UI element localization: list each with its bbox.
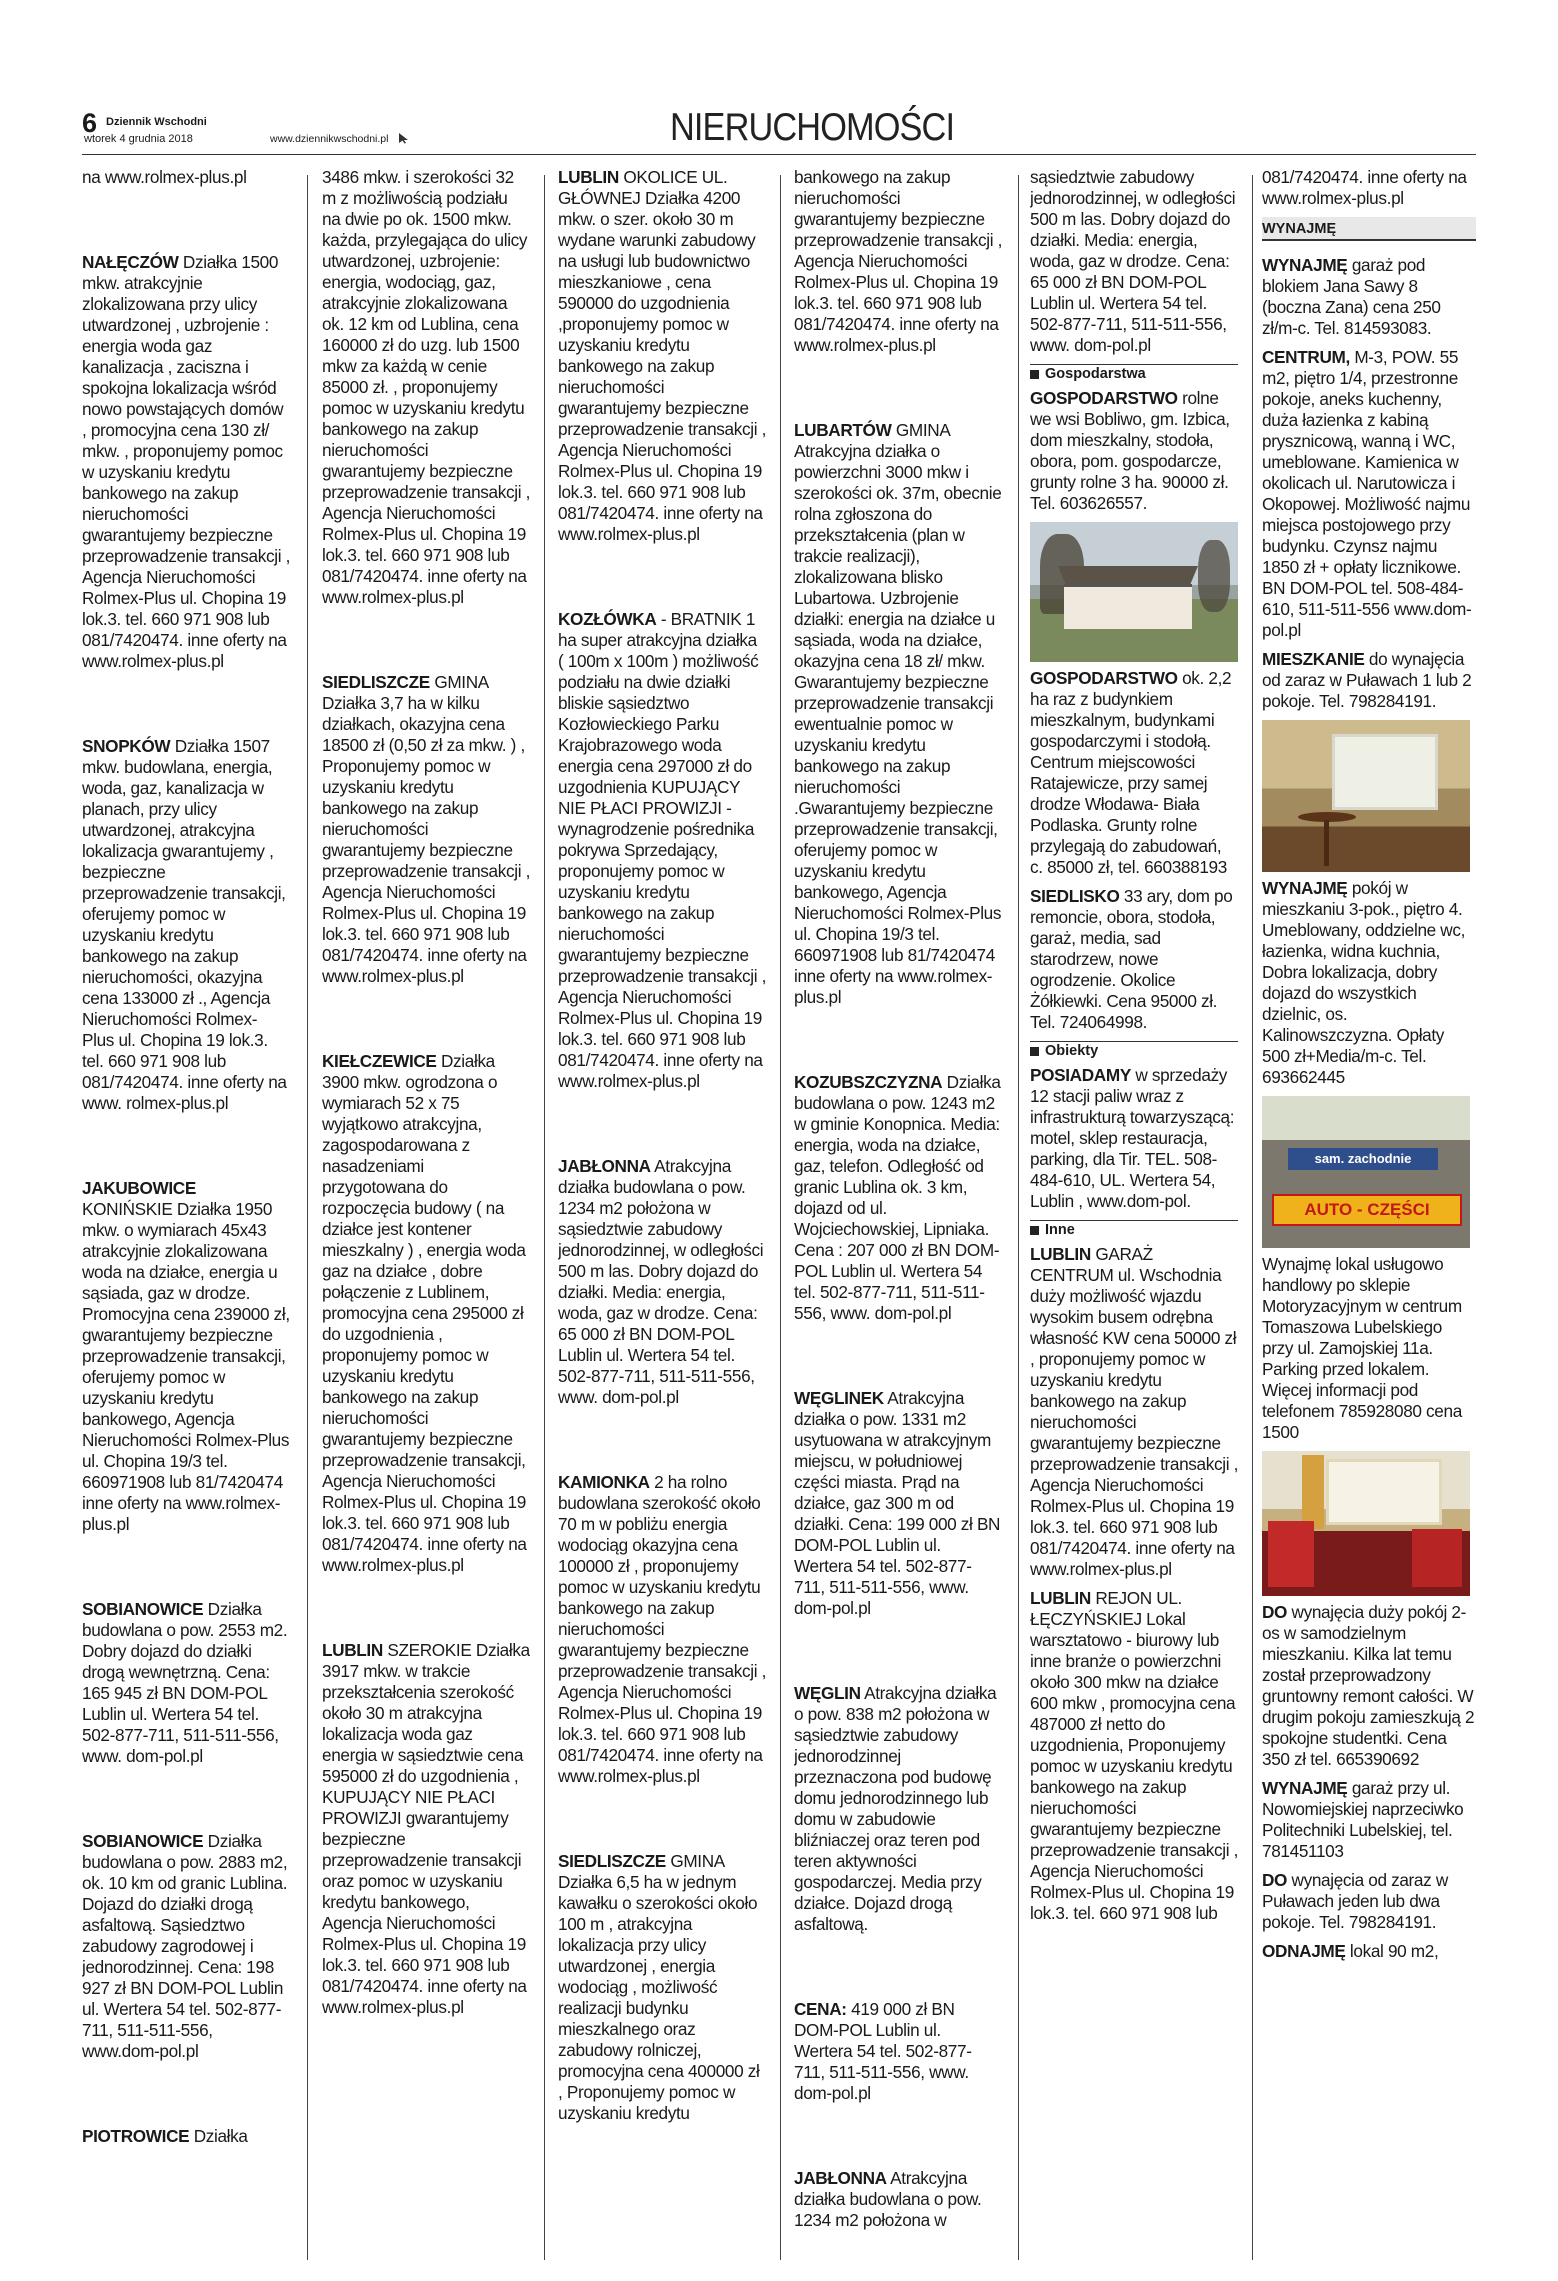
ad-text: SZEROKIE Działka 3917 mkw. w trakcie przekształcenia szerokość około 30 m atrakcyjna lokalizacja woda gaz energia w sąsiedztwie cena 595000 zł do uzgodnienia , KUPUJĄCY NIE PŁACI PROWIZJI gwarantujemy bezpieczne przeprowadzenie transakcji oraz pomoc w uzyskaniu kredytu bankowego, Agencja Nieruchomości Rolmex-Plus ul. Chopina 19 lok.3. tel. 660 971 908 lub 081/7420474. inne oferty na www.rolmex-plus.pl bbox=[322, 1640, 530, 2017]
ad-heading: GOSPODARSTWO bbox=[1030, 668, 1178, 688]
classified-ad bbox=[322, 672, 530, 987]
ad-text: wynajęcia od zaraz w Puławach jeden lub dwa pokoje. Tel. 798284191. bbox=[1262, 1870, 1448, 1932]
room-photo bbox=[1262, 720, 1470, 872]
ad-heading: SIEDLISZCZE bbox=[322, 672, 430, 692]
classified-ad bbox=[794, 1072, 1002, 1324]
classified-ad bbox=[1262, 347, 1476, 641]
ad-text: 2 ha rolno budowlana szerokość około 70 m w pobliżu energia wodociąg okazyjna cena 100000 zł , proponujemy pomoc w uzyskaniu kredytu bankowego na zakup nieruchomości gwarantujemy bezpieczne przeprowadzenie transakcji , Agencja Nieruchomości Rolmex-Plus ul. Chopina 19 lok.3. tel. 660 971 908 lub 081/7420474. inne oferty na www.rolmex-plus.pl bbox=[558, 1472, 766, 1786]
ad-heading: CENTRUM, bbox=[1262, 347, 1350, 367]
cursor-arrow-icon bbox=[398, 132, 410, 144]
ad-heading: KOZŁÓWKA bbox=[558, 609, 657, 629]
classified-ad bbox=[558, 1156, 766, 1408]
ad-text: Działka budowlana o pow. 1243 m2 w gminie Konopnica. Media: energia, woda na działce, gaz, telefon. Odległość od granic Lublina ok. 3 km, dojazd od ul. Wojciechowskiej, Lipniaka. Cena : 207 000 zł BN DOM-POL Lublin ul. Wertera 54 tel. 502-877-711, 511-511-556, www. dom-pol.pl bbox=[794, 1072, 1001, 1323]
classified-ad bbox=[82, 167, 290, 188]
classified-ad bbox=[82, 1178, 290, 1535]
category-inne: Inne bbox=[1030, 1220, 1238, 1238]
ad-heading: GOSPODARSTWO bbox=[1030, 388, 1178, 408]
ad-text: Atrakcyjna działka budowlana o pow. 1234 m2 położona w sąsiedztwie zabudowy jednorodzinnej, w odległości 500 m las. Dobry dojazd do działki. Media: energia, woda, gaz w drodze. Cena: 65 000 zł BN DOM-POL Lublin ul. Wertera 54 tel. 502-877-711, 511-511-556, www. dom-pol.pl bbox=[558, 1156, 764, 1407]
ad-text: garaż pod blokiem Jana Sawy 8 (boczna Zana) cena 250 zł/m-c. Tel. 814593083. bbox=[1262, 255, 1441, 338]
publication-name: Dziennik Wschodni bbox=[106, 116, 207, 128]
classified-ad bbox=[558, 167, 766, 545]
classified-ad bbox=[794, 2168, 1002, 2231]
classified-ad bbox=[1030, 668, 1238, 878]
ad-text: Działka budowlana o pow. 2553 m2. Dobry dojazd do działki drogą wewnętrzną. Cena: 165 945 zł BN DOM-POL Lublin ul. Wertera 54 tel. 502-877-711, 511-511-556, www. dom-pol.pl bbox=[82, 1599, 288, 1766]
category-wynajme: WYNAJMĘ bbox=[1262, 217, 1476, 241]
column-3 bbox=[558, 167, 766, 2260]
square-bullet-icon bbox=[1030, 1226, 1039, 1235]
classified-ad bbox=[794, 1683, 1002, 1935]
column-divider bbox=[780, 175, 781, 2260]
column-divider bbox=[307, 175, 308, 2260]
ad-text: OKOLICE UL. GŁÓWNEJ Działka 4200 mkw. o szer. około 30 m wydane warunki zabudowy na usługi lub budownictwo mieszkaniowe , cena 590000 do uzgodnienia ,proponujemy pomoc w uzyskaniu kredytu bankowego na zakup nieruchomości gwarantujemy bezpieczne przeprowadzenie transakcji , Agencja Nieruchomości Rolmex-Plus ul. Chopina 19 lok.3. tel. 660 971 908 lub 081/7420474. inne oferty na www.rolmex-plus.pl bbox=[558, 167, 766, 544]
ad-text: bankowego na zakup nieruchomości gwarantujemy bezpieczne przeprowadzenie transakcji , Agencja Nieruchomości Rolmex-Plus ul. Chopina 19 lok.3. tel. 660 971 908 lub 081/7420474. inne oferty na www.rolmex-plus.pl bbox=[794, 167, 1002, 355]
classified-ad bbox=[794, 1999, 1002, 2104]
category-obiekty: Obiekty bbox=[1030, 1041, 1238, 1059]
classified-ad bbox=[1030, 1588, 1238, 1924]
page-number: 6 bbox=[82, 108, 98, 138]
ad-text: Działka 1500 mkw. atrakcyjnie zlokalizowana przy ulicy utwardzonej , uzbrojenie : energia woda gaz kanalizacja , zaciszna i spokojna lokalizacja wśród nowo powstających domów , promocyjna cena 130 zł/ mkw. , proponujemy pomoc w uzyskaniu kredytu bankowego na zakup nieruchomości gwarantujemy bezpieczne przeprowadzenie transakcji , Agencja Nieruchomości Rolmex-Plus ul. Chopina 19 lok.3. tel. 660 971 908 lub 081/7420474. inne oferty na www.rolmex-plus.pl bbox=[82, 252, 290, 671]
classified-ad bbox=[1262, 649, 1476, 712]
classified-ad bbox=[794, 420, 1002, 1008]
ad-text: 3486 mkw. i szerokości 32 m z możliwością podziału na dwie po ok. 1500 mkw. każda, przylegająca do ulicy utwardzonej, uzbrojenie: energia, wodociąg, gaz, atrakcyjnie zlokalizowana ok. 12 km od Lublina, cena 160000 zł do uzg. lub 1500 mkw za każdą w cenie 85000 zł. , proponujemy pomoc w uzyskaniu kredytu bankowego na zakup nieruchomości gwarantujemy bezpieczne przeprowadzenie transakcji , Agencja Nieruchomości Rolmex-Plus ul. Chopina 19 lok.3. tel. 660 971 908 lub 081/7420474. inne oferty na www.rolmex-plus.pl bbox=[322, 167, 530, 607]
column-divider bbox=[544, 175, 545, 2260]
classified-ad bbox=[558, 1472, 766, 1787]
ad-heading: WĘGLINEK bbox=[794, 1388, 884, 1408]
ad-text: GMINA Działka 6,5 ha w jednym kawałku o szerokości około 100 m , atrakcyjna lokalizacja przy ulicy utwardzonej , energia wodociąg , możliwość realizacji budynku mieszkalnego oraz zabudowy rolniczej, promocyjna cena 400000 zł , Proponujemy pomoc w uzyskaniu kredytu bbox=[558, 1851, 760, 2123]
ad-heading: LUBLIN bbox=[1030, 1244, 1091, 1264]
ad-heading: SOBIANOWICE bbox=[82, 1831, 204, 1851]
ad-text: GARAŻ CENTRUM ul. Wschodnia duży możliwość wjazdu wysokim busem odrębna własność KW cena 50000 zł , proponujemy pomoc w uzyskaniu kredytu bankowego na zakup nieruchomości gwarantujemy bezpieczne przeprowadzenie transakcji , Agencja Nieruchomości Rolmex-Plus ul. Chopina 19 lok.3. tel. 660 971 908 lub 081/7420474. inne oferty na www.rolmex-plus.pl bbox=[1030, 1244, 1238, 1579]
ad-text: ok. 2,2 ha raz z budynkiem mieszkalnym, budynkami gospodarczymi i stodołą. Centrum miejscowości Ratajewicze, przy samej drodze Włodawa- Biała Podlaska. Grunty rolne przylegają do zabudowań, c. 85000 zł, tel. 660388193 bbox=[1030, 668, 1232, 877]
classified-ad bbox=[1262, 878, 1476, 1088]
ad-text: 419 000 zł BN DOM-POL Lublin ul. Wertera 54 tel. 502-877-711, 511-511-556, www. dom-pol.pl bbox=[794, 1999, 972, 2103]
ad-heading: LUBLIN bbox=[1030, 1588, 1091, 1608]
ad-text: pokój w mieszkaniu 3-pok., piętro 4. Umeblowany, oddzielne wc, łazienka, widna kuchnia, Dobra lokalizacja, dobry dojazd do wszystkich dzielnic, os. Kalinowszczyzna. Opłaty 500 zł+Media/m-c. Tel. 693662445 bbox=[1262, 878, 1466, 1087]
ad-heading: DO bbox=[1262, 1870, 1288, 1890]
column-2 bbox=[322, 167, 530, 2260]
column-5 bbox=[1030, 167, 1238, 2260]
classified-ad bbox=[82, 1831, 290, 2062]
ad-heading: JABŁONNA bbox=[794, 2168, 887, 2188]
classified-ad bbox=[82, 252, 290, 672]
ad-text: w sprzedaży 12 stacji paliw wraz z infrastrukturą towarzyszącą: motel, sklep restauracja, parking, dla Tir. TEL. 508-484-610, UL. Wertera 54, Lublin , www.dom-pol. bbox=[1030, 1065, 1235, 1211]
column-divider bbox=[1252, 175, 1253, 2260]
classified-ad bbox=[1030, 167, 1238, 356]
ad-heading: KIEŁCZEWICE bbox=[322, 1051, 437, 1071]
classified-ad bbox=[1030, 1244, 1238, 1580]
ad-text: GMINA Atrakcyjna działka o powierzchni 3000 mkw i szerokości ok. 37m, obecnie rolna zgłoszona do przekształcenia (plan w trakcie realizacji), zlokalizowana blisko Lubartowa. Uzbrojenie działki: energia na działce u sąsiada, woda na działce, okazyjna cena 18 zł/ mkw. Gwarantujemy bezpieczne przeprowadzenie transakcji ewentualnie pomoc w uzyskaniu kredytu bankowego na zakup nieruchomości .Gwarantujemy bezpieczne przeprowadzenie transakcji, oferujemy pomoc w uzyskaniu kredytu bankowego, Agencja Nieruchomości Rolmex-Plus ul. Chopina 19/3 tel. 660971908 lub 81/7420474 inne oferty na www.rolmex-plus.pl bbox=[794, 420, 1002, 1007]
classified-ad bbox=[1262, 1602, 1476, 1770]
classified-ad bbox=[794, 167, 1002, 356]
square-bullet-icon bbox=[1030, 1047, 1039, 1056]
ad-heading: NAŁĘCZÓW bbox=[82, 252, 179, 272]
ad-heading: WYNAJMĘ bbox=[1262, 255, 1348, 275]
ad-heading: MIESZKANIE bbox=[1262, 649, 1365, 669]
ad-heading: CENA: bbox=[794, 1999, 847, 2019]
shop-sign-top: sam. zachodnie bbox=[1288, 1148, 1438, 1170]
ad-text: do wynajęcia od zaraz w Puławach 1 lub 2 pokoje. Tel. 798284191. bbox=[1262, 649, 1472, 711]
classified-ad bbox=[1030, 886, 1238, 1033]
ad-text: 081/7420474. inne oferty na www.rolmex-plus.pl bbox=[1262, 167, 1467, 208]
classified-ad bbox=[82, 2126, 290, 2147]
ad-text: rolne we wsi Bobliwo, gm. Izbica, dom mieszkalny, stodoła, obora, pom. gospodarcze, grunty rolne 3 ha. 90000 zł. Tel. 603626557. bbox=[1030, 388, 1230, 513]
classified-ad bbox=[558, 609, 766, 1092]
ad-text: Działka 3900 mkw. ogrodzona o wymiarach 52 x 75 wyjątkowo atrakcyjna, zagospodarowana z nasadzeniami przygotowana do rozpoczęcia budowy ( na działce jest kontener mieszkalny ) , energia woda gaz na działce , dobre połączenie z Lublinem, promocyjna cena 295000 zł do uzgodnienia , proponujemy pomoc w uzyskaniu kredytu bankowego na zakup nieruchomości gwarantujemy bezpieczne przeprowadzenie transakcji, Agencja Nieruchomości Rolmex-Plus ul. Chopina 19 lok.3. tel. 660 971 908 lub 081/7420474. inne oferty na www.rolmex-plus.pl bbox=[322, 1051, 527, 1575]
ad-heading: LUBLIN bbox=[558, 167, 619, 187]
ad-heading: LUBARTÓW bbox=[794, 420, 892, 440]
ad-text: 33 ary, dom po remoncie, obora, stodoła, garaż, media, sad starodrzew, nowe ogrodzenie. Okolice Żółkiewki. Cena 95000 zł. Tel. 724064998. bbox=[1030, 886, 1233, 1032]
ad-heading: WYNAJMĘ bbox=[1262, 1778, 1348, 1798]
ad-heading: DO bbox=[1262, 1602, 1288, 1622]
ad-heading: SIEDLISZCZE bbox=[558, 1851, 666, 1871]
ad-heading: WĘGLIN bbox=[794, 1683, 861, 1703]
classified-ad bbox=[82, 736, 290, 1114]
farm-photo bbox=[1030, 522, 1238, 662]
classified-ad bbox=[1262, 167, 1476, 209]
ad-text: Działka bbox=[189, 2126, 248, 2146]
ad-text: lokal 90 m2, bbox=[1345, 1941, 1439, 1961]
column-4 bbox=[794, 167, 1002, 2260]
ad-text: garaż przy ul. Nowomiejskiej naprzeciwko Politechniki Lubelskiej, tel. 781451103 bbox=[1262, 1778, 1464, 1861]
section-title: NIERUCHOMOŚCI bbox=[670, 106, 955, 149]
ad-heading: ODNAJMĘ bbox=[1262, 1941, 1346, 1961]
ad-text: wynajęcia duży pokój 2-os w samodzielnym mieszkaniu. Kilka lat temu został przeprowadzony gruntowny remont całości. W drugim pokoju zamieszkują 2 spokojne studentki. Cena 350 zł tel. 665390692 bbox=[1262, 1602, 1475, 1769]
ad-heading: SNOPKÓW bbox=[82, 736, 171, 756]
ad-heading: JAKUBOWICE bbox=[82, 1178, 196, 1198]
classified-ad bbox=[1030, 388, 1238, 514]
column-6 bbox=[1262, 167, 1476, 2260]
classified-ad bbox=[82, 1599, 290, 1767]
page-header bbox=[82, 106, 1476, 156]
ad-text: - BRATNIK 1 ha super atrakcyjna działka ( 100m x 100m ) możliwość podziału na dwie działki bliskie sąsiedztwo Kozłowieckiego Parku Krajobrazowego woda energia cena 297000 zł do uzgodnienia KUPUJĄCY NIE PŁACI PROWIZJI -wynagrodzenie pośrednika pokrywa Sprzedający, proponujemy pomoc w uzyskaniu kredytu bankowego na zakup nieruchomości gwarantujemy bezpieczne przeprowadzenie transakcji , Agencja Nieruchomości Rolmex-Plus ul. Chopina 19 lok.3. tel. 660 971 908 lub 081/7420474. inne oferty na www.rolmex-plus.pl bbox=[558, 609, 766, 1091]
publication-url[interactable]: www.dziennikwschodni.pl bbox=[270, 133, 389, 145]
ad-heading: POSIADAMY bbox=[1030, 1065, 1131, 1085]
ad-text: Atrakcyjna działka o pow. 838 m2 położona w sąsiedztwie zabudowy jednorodzinnej przeznaczona pod budowę domu jednorodzinnego lub domu w zabudowie bliźniaczej oraz teren pod teren aktywności gospodarczej. Media przy działce. Dojazd drogą asfaltową. bbox=[794, 1683, 997, 1934]
ad-heading: WYNAJMĘ bbox=[1262, 878, 1348, 898]
header-divider bbox=[82, 154, 1476, 155]
ad-text: sąsiedztwie zabudowy jednorodzinnej, w odległości 500 m las. Dobry dojazd do działki. Media: energia, woda, gaz w drodze. Cena: 65 000 zł BN DOM-POL Lublin ul. Wertera 54 tel. 502-877-711, 511-511-556, www. dom-pol.pl bbox=[1030, 167, 1236, 355]
ad-text: KONIŃSKIE Działka 1950 mkw. o wymiarach 45x43 atrakcyjnie zlokalizowana woda na działce, energia u sąsiada, gaz w drodze. Promocyjna cena 239000 zł, gwarantujemy bezpieczne przeprowadzenie transakcji, oferujemy pomoc w uzyskaniu kredytu bankowego, Agencja Nieruchomości Rolmex-Plus ul. Chopina 19/3 tel. 660971908 lub 81/7420474 inne oferty na www.rolmex-plus.pl bbox=[82, 1199, 290, 1534]
column-divider bbox=[1018, 175, 1019, 2260]
ad-text: Wynajmę lokal usługowo handlowy po sklepie Motoryzacyjnym w centrum Tomaszowa Lubelskiego przy ul. Zamojskiej 11a. Parking przed lokalem. Więcej informacji pod telefonem 785928080 cena 1500 bbox=[1262, 1254, 1462, 1442]
square-bullet-icon bbox=[1030, 370, 1039, 379]
ad-text: Działka budowlana o pow. 2883 m2, ok. 10 km od granic Lublina. Dojazd do działki drogą asfaltową. Sąsiedztwo zabudowy zagrodowej i jednorodzinnej. Cena: 198 927 zł BN DOM-POL Lublin ul. Wertera 54 tel. 502-877-711, 511-511-556, www.dom-pol.pl bbox=[82, 1831, 288, 2061]
classified-ad bbox=[794, 1388, 1002, 1619]
ad-heading: SIEDLISKO bbox=[1030, 886, 1120, 906]
ad-heading: PIOTROWICE bbox=[82, 2126, 190, 2146]
ad-text: Atrakcyjna działka budowlana o pow. 1234 m2 położona w bbox=[794, 2168, 982, 2230]
ad-text: na www.rolmex-plus.pl bbox=[82, 167, 247, 187]
classified-ad bbox=[322, 1051, 530, 1576]
classified-ad bbox=[1262, 1254, 1476, 1443]
shop-sign-main: AUTO - CZĘŚCI bbox=[1272, 1194, 1462, 1226]
classified-ad bbox=[1262, 1941, 1476, 1962]
ad-text: GMINA Działka 3,7 ha w kilku działkach, okazyjna cena 18500 zł (0,50 zł za mkw. ) , Proponujemy pomoc w uzyskaniu kredytu bankowego na zakup nieruchomości gwarantujemy bezpieczne przeprowadzenie transakcji , Agencja Nieruchomości Rolmex-Plus ul. Chopina 19 lok.3. tel. 660 971 908 lub 081/7420474. inne oferty na www.rolmex-plus.pl bbox=[322, 672, 530, 986]
shop-photo bbox=[1262, 1096, 1470, 1248]
classified-ad bbox=[1262, 1870, 1476, 1933]
classifieds-area bbox=[82, 167, 1476, 2260]
ad-text: Atrakcyjna działka o pow. 1331 m2 usytuowana w atrakcyjnym miejscu, w południowej części miasta. Prąd na działce, gaz 300 m od działki. Cena: 199 000 zł BN DOM-POL Lublin ul. Wertera 54 tel. 502-877-711, 511-511-556, www. dom-pol.pl bbox=[794, 1388, 1001, 1618]
classified-ad bbox=[1262, 255, 1476, 339]
classified-ad bbox=[1030, 1065, 1238, 1212]
ad-heading: LUBLIN bbox=[322, 1640, 383, 1660]
issue-date: wtorek 4 grudnia 2018 bbox=[84, 133, 193, 145]
classified-ad bbox=[558, 1851, 766, 2124]
classified-ad bbox=[322, 1640, 530, 2018]
ad-heading: JABŁONNA bbox=[558, 1156, 651, 1176]
bedroom-photo bbox=[1262, 1451, 1470, 1596]
classified-ad bbox=[1262, 1778, 1476, 1862]
ad-heading: KOZUBSZCZYZNA bbox=[794, 1072, 943, 1092]
ad-heading: KAMIONKA bbox=[558, 1472, 650, 1492]
ad-text: REJON UL. ŁĘCZYŃSKIEJ Lokal warsztatowo - biurowy lub inne branże o powierzchni około 300 mkw na działce 600 mkw , promocyjna cena 487000 zł netto do uzgodnienia, Proponujemy pomoc w uzyskaniu kredytu bankowego na zakup nieruchomości gwarantujemy bezpieczne przeprowadzenie transakcji , Agencja Nieruchomości Rolmex-Plus ul. Chopina 19 lok.3. tel. 660 971 908 lub bbox=[1030, 1588, 1238, 1923]
ad-heading: SOBIANOWICE bbox=[82, 1599, 204, 1619]
category-gospodarstwa: Gospodarstwa bbox=[1030, 364, 1238, 382]
ad-text: M-3, POW. 55 m2, piętro 1/4, przestronne pokoje, aneks kuchenny, duża łazienka z kabiną prysznicową, wanną i WC, umeblowane. Kamienica w okolicach ul. Narutowicza i Okopowej. Możliwość najmu miejsca postojowego przy budynku. Czynsz najmu 1850 zł + opłaty licznikowe. BN DOM-POL tel. 508-484-610, 511-511-556 www.dom-pol.pl bbox=[1262, 347, 1472, 640]
classified-ad bbox=[322, 167, 530, 608]
ad-text: Działka 1507 mkw. budowlana, energia, woda, gaz, kanalizacja w planach, przy ulicy utwardzonej, atrakcyjna lokalizacja gwarantujemy , bezpieczne przeprowadzenie transakcji, oferujemy pomoc w uzyskaniu kredytu bankowego na zakup nieruchomości, okazyjna cena 133000 zł ., Agencja Nieruchomości Rolmex- Plus ul. Chopina 19 lok.3. tel. 660 971 908 lub 081/7420474. inne oferty na www. rolmex-plus.pl bbox=[82, 736, 287, 1113]
column-1 bbox=[82, 167, 290, 2260]
